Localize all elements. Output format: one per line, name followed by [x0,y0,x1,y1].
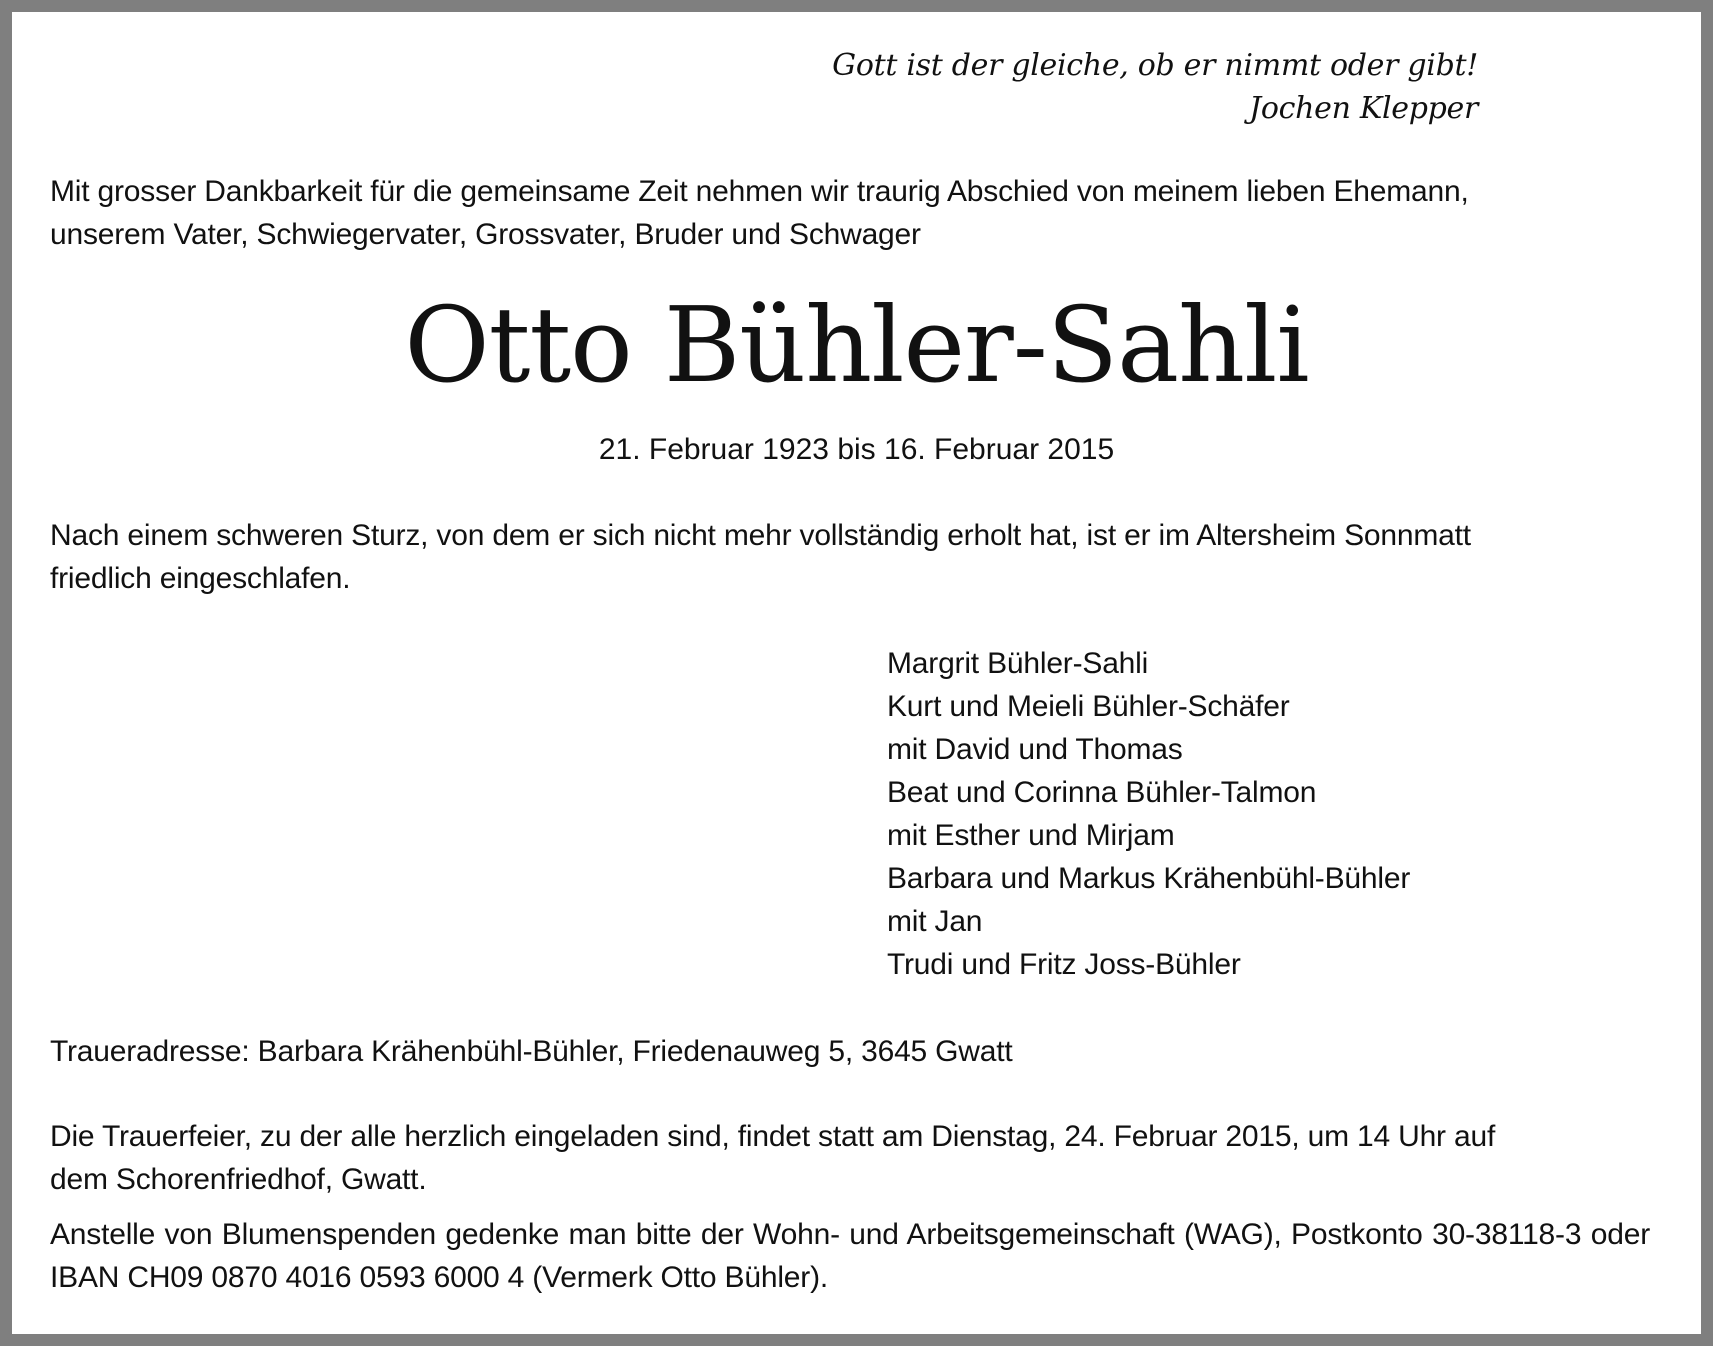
family-member: mit Esther und Mirjam [887,819,1175,852]
ceremony-line: dem Schorenfriedhof, Gwatt. [50,1163,427,1196]
ceremony-line: Die Trauerfeier, zu der alle herzlich eingeladen sind, findet statt am Dienstag, 24. Februar 2015, um 14 Uhr auf [50,1120,1496,1153]
family-member: Trudi und Fritz Joss-Bühler [887,948,1241,981]
passing-line: friedlich eingeschlafen. [50,562,351,595]
deceased-name: Otto Bühler-Sahli [404,284,1309,406]
epigraph-quote [832,44,1478,130]
family-member: Kurt und Meieli Bühler-Schäfer [887,690,1290,723]
family-member: Beat und Corinna Bühler-Talmon [887,776,1317,809]
donation-paragraph: Anstelle von Blumenspenden gedenke man bitte der Wohn- und Arbeitsgemeinschaft (WAG), Postkonto 30-38118-3 oder IBAN CH09 0870 4016 0593 6000 4 (Vermerk Otto Bühler). [50,1218,1650,1294]
passing-line: Nach einem schweren Sturz, von dem er sich nicht mehr vollständig erholt hat, ist er im Altersheim Sonnmatt [50,519,1471,552]
quote-text: Gott ist der gleiche, ob er nimmt oder gibt! [832,48,1478,83]
family-member: mit Jan [887,905,983,938]
family-list [887,642,1410,986]
family-member: Barbara und Markus Krähenbühl-Bühler [887,862,1411,895]
passing-paragraph [50,514,1650,600]
quote-author: Jochen Klepper [1249,91,1478,126]
intro-line: Mit grosser Dankbarkeit für die gemeinsame Zeit nehmen wir traurig Abschied von meinem lieben Ehemann, [50,175,1469,208]
family-member: Margrit Bühler-Sahli [887,647,1149,680]
life-dates: 21. Februar 1923 bis 16. Februar 2015 [598,433,1115,466]
mourning-address: Traueradresse: Barbara Krähenbühl-Bühler, Friedenauweg 5, 3645 Gwatt [50,1035,1013,1068]
intro-line: unserem Vater, Schwiegervater, Grossvater, Bruder und Schwager [50,218,921,251]
family-member: mit David und Thomas [887,733,1183,766]
ceremony-paragraph [50,1115,1650,1201]
intro-paragraph [50,170,1650,256]
